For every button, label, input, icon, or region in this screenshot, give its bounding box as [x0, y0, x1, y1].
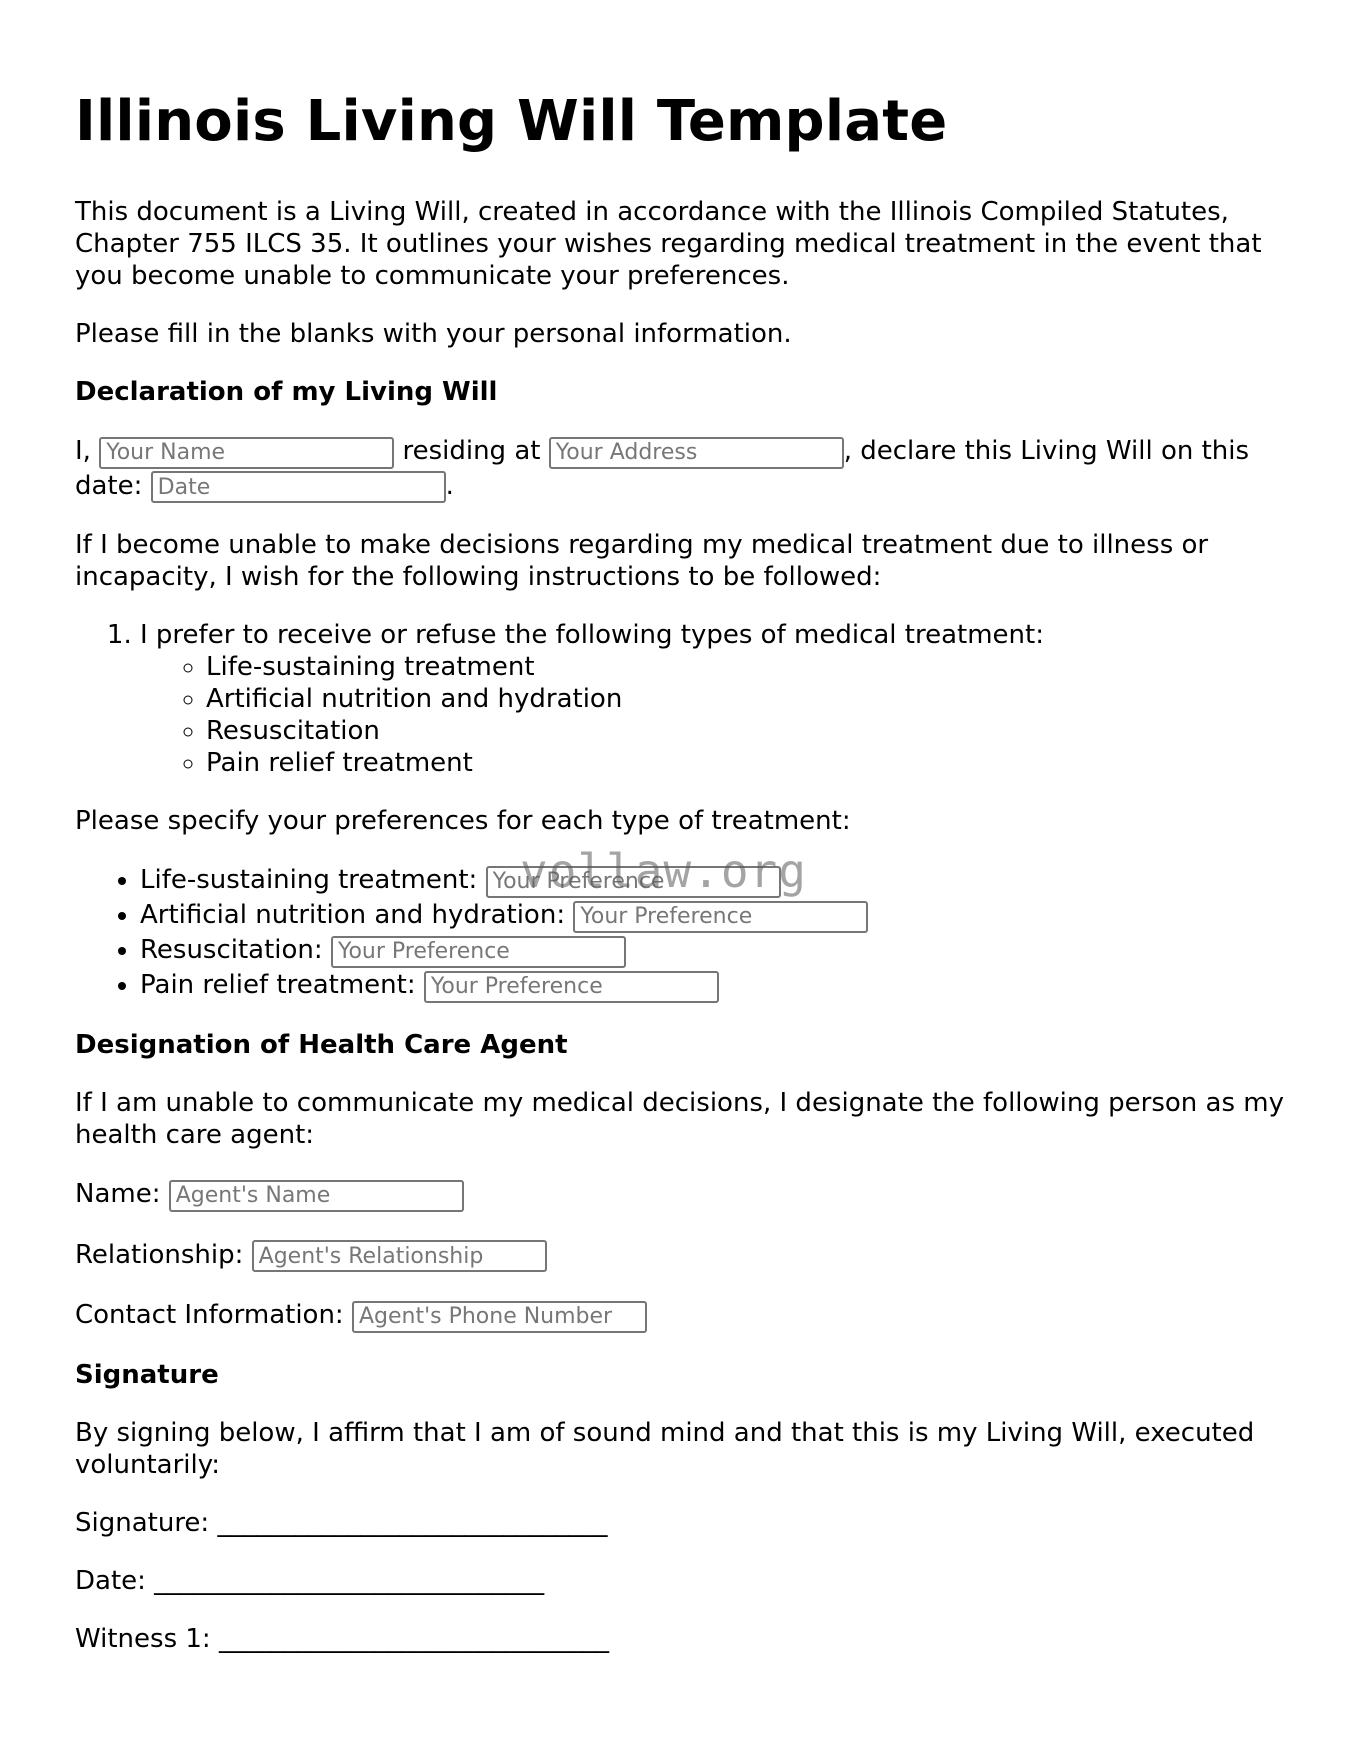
- preference-label: Artificial nutrition and hydration:: [140, 900, 566, 930]
- treatment-sub-item: ◦ Resuscitation: [206, 715, 1295, 747]
- residing-text: residing at: [402, 436, 541, 466]
- agent-name-label: Name:: [75, 1179, 161, 1209]
- preferences-intro: Please specify your preferences for each type of treatment:: [75, 806, 851, 836]
- treatment-sub-item: ◦ Artificial nutrition and hydration: [206, 683, 1295, 715]
- agent-relationship-line: [75, 1238, 1295, 1273]
- treatment-sub-list: [140, 651, 1295, 779]
- agent-name-field[interactable]: [169, 1180, 464, 1212]
- treatment-list-text: I prefer to receive or refuse the following types of medical treatment:: [140, 620, 1044, 650]
- fill-instruction: Please fill in the blanks with your personal information.: [75, 319, 792, 349]
- your-name-field[interactable]: [99, 437, 394, 469]
- agent-contact-line: [75, 1298, 1295, 1333]
- signature-line: Signature: ______________________________: [75, 1507, 608, 1538]
- preference-label: Pain relief treatment:: [140, 970, 416, 1000]
- watermark: vollaw.org: [520, 844, 807, 898]
- resuscitation-preference-field[interactable]: [331, 936, 626, 968]
- agent-intro: If I am unable to communicate my medical decisions, I designate the following person as my health care agent:: [75, 1088, 1284, 1150]
- preferences-list: [75, 863, 1295, 1003]
- declaration-line: [75, 434, 1295, 503]
- preference-label: Life-sustaining treatment:: [140, 865, 478, 895]
- treatment-sub-item: ◦ Life-sustaining treatment: [206, 651, 1295, 683]
- agent-contact-label: Contact Information:: [75, 1300, 344, 1330]
- declaration-date-field[interactable]: [151, 471, 446, 503]
- preference-item: [140, 898, 1295, 933]
- agent-relationship-label: Relationship:: [75, 1239, 244, 1270]
- life-sustaining-preference-field[interactable]: [486, 866, 781, 898]
- signature-affirmation: By signing below, I affirm that I am of sound mind and that this is my Living Will, executed voluntarily:: [75, 1417, 1255, 1480]
- page-title: Illinois Living Will Template: [75, 89, 948, 154]
- witness-1-line: Witness 1: ______________________________: [75, 1623, 609, 1654]
- preference-item: [140, 863, 1295, 898]
- agent-name-line: [75, 1177, 1295, 1212]
- declaration-period: .: [445, 470, 454, 501]
- instructions-intro: If I become unable to make decisions regarding my medical treatment due to illness or incapacity, I wish for the following instructions to be followed:: [75, 530, 1209, 592]
- intro-paragraph: This document is a Living Will, created in accordance with the Illinois Compiled Statutes, Chapter 755 ILCS 35. It outlines your wishes regarding medical treatment in the event that you become unable to communicate your preferences.: [75, 197, 1262, 291]
- treatment-sub-item: ◦ Pain relief treatment: [206, 747, 1295, 779]
- declare-text: , declare this Living Will on this date:: [75, 436, 1250, 501]
- nutrition-hydration-preference-field[interactable]: [573, 901, 868, 933]
- agent-heading: Designation of Health Care Agent: [75, 1030, 568, 1060]
- agent-relationship-field[interactable]: [252, 1240, 547, 1272]
- signature-date-line: Date: ______________________________: [75, 1565, 545, 1596]
- preference-item: [140, 968, 1295, 1003]
- preference-item: [140, 933, 1295, 968]
- preference-label: Resuscitation:: [140, 935, 323, 965]
- document-page: [75, 90, 1295, 1681]
- agent-contact-field[interactable]: [352, 1301, 647, 1333]
- declaration-heading: Declaration of my Living Will: [75, 377, 498, 407]
- treatment-list-item: [140, 619, 1295, 779]
- pain-relief-preference-field[interactable]: [424, 971, 719, 1003]
- declaration-prefix: I,: [75, 436, 91, 466]
- your-address-field[interactable]: [549, 437, 844, 469]
- treatment-list: [75, 619, 1295, 779]
- signature-heading: Signature: [75, 1359, 219, 1390]
